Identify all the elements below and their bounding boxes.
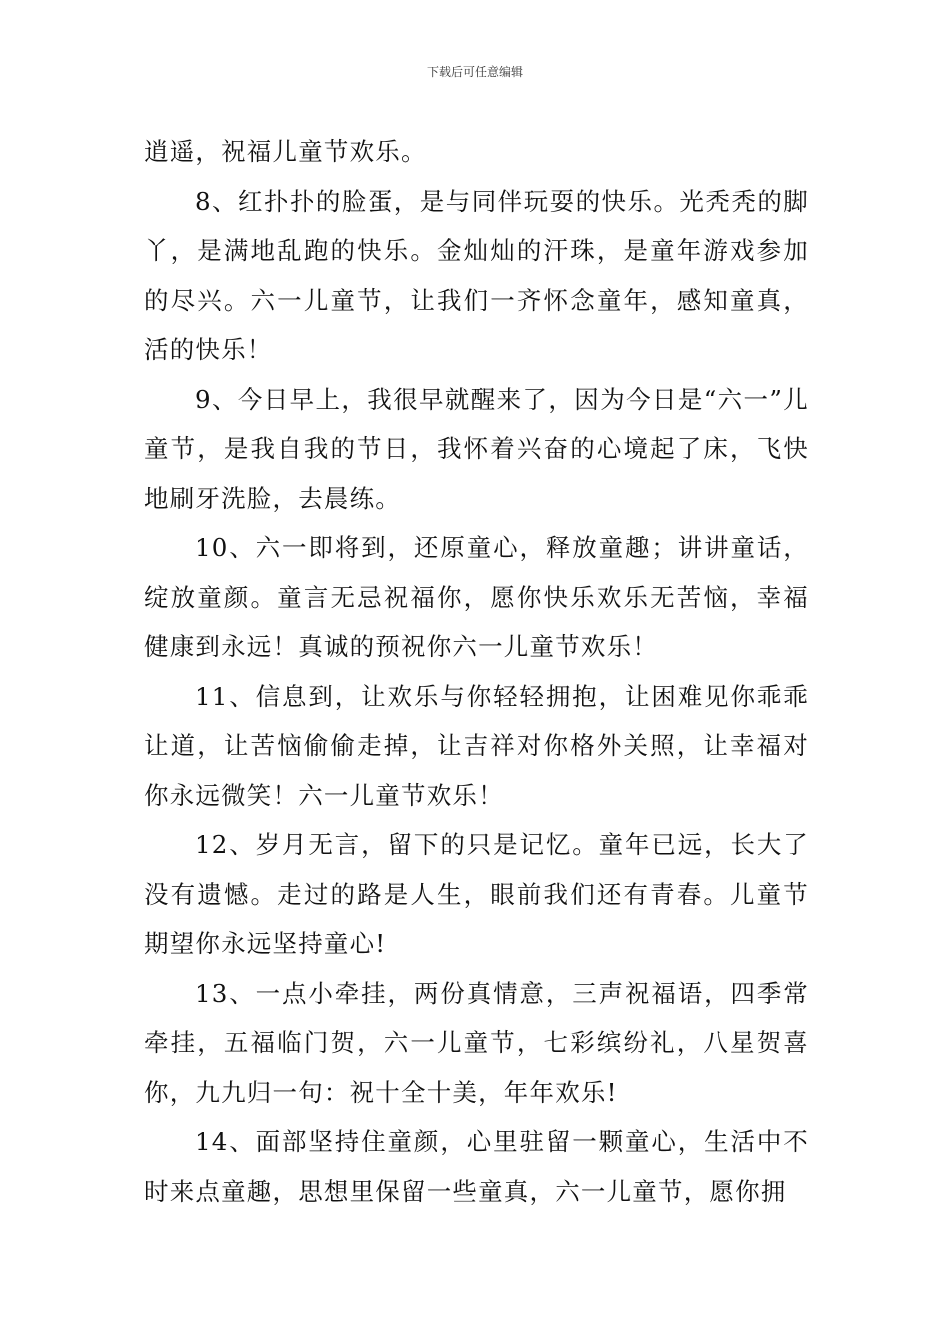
document-body: [144, 127, 809, 1216]
paragraph-9: 9、今日早上，我很早就醒来了，因为今日是“六一”儿童节，是我自我的节日，我怀着兴奋的心境起了床，飞快地刷牙洗脸，去晨练。: [144, 384, 809, 513]
paragraph-13: 13、一点小牵挂，两份真情意，三声祝福语，四季常牵挂，五福临门贺，六一儿童节，七彩缤纷礼，八星贺喜你，九九归一句：祝十全十美，年年欢乐!: [144, 978, 809, 1107]
paragraph-11: 11、信息到，让欢乐与你轻轻拥抱，让困难见你乖乖让道，让苦恼偷偷走掉，让吉祥对你格外关照，让幸福对你永远微笑！六一儿童节欢乐！: [144, 681, 809, 810]
paragraph-12: 12、岁月无言，留下的只是记忆。童年已远，长大了没有遗憾。走过的路是人生，眼前我们还有青春。儿童节期望你永远坚持童心!: [144, 830, 809, 958]
paragraph-10: 10、六一即将到，还原童心，释放童趣；讲讲童话，绽放童颜。童言无忌祝福你，愿你快乐欢乐无苦恼，幸福健康到永远！真诚的预祝你六一儿童节欢乐！: [144, 533, 809, 661]
page-header: 下载后可任意编辑: [426, 65, 523, 79]
paragraph-14: 14、面部坚持住童颜，心里驻留一颗童心，生活中不时来点童趣，思想里保留一些童真，六一儿童节，愿你拥: [144, 1127, 809, 1206]
paragraph-8: 8、红扑扑的脸蛋，是与同伴玩耍的快乐。光秃秃的脚丫，是满地乱跑的快乐。金灿灿的汗珠，是童年游戏参加的尽兴。六一儿童节，让我们一齐怀念童年，感知童真，活的快乐！: [144, 186, 809, 364]
paragraph-continuation: 逍遥，祝福儿童节欢乐。: [144, 137, 427, 166]
